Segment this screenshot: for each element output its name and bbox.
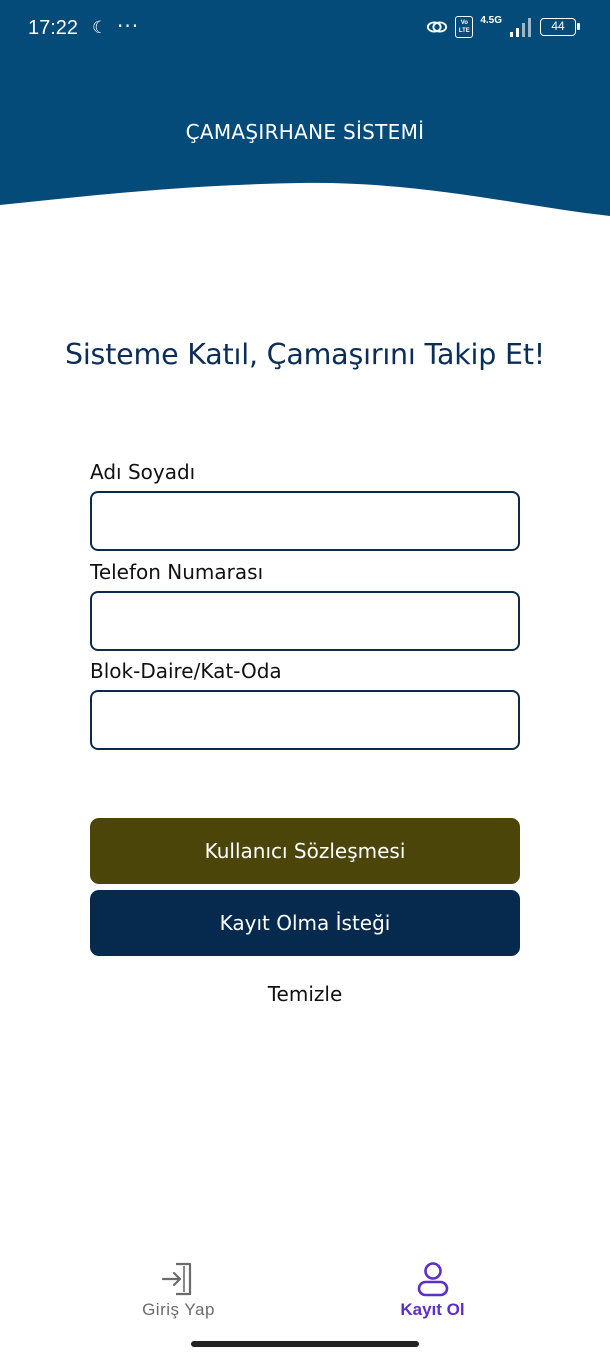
app-header bbox=[0, 56, 610, 216]
page-title: Sisteme Katıl, Çamaşırını Takip Et! bbox=[64, 338, 546, 371]
nav-item-register[interactable] bbox=[280, 1250, 585, 1330]
battery-icon bbox=[540, 18, 576, 36]
phone-label: Telefon Numarası bbox=[90, 560, 264, 584]
address-input[interactable] bbox=[90, 690, 520, 750]
nav-label-register: Kayıt Ol bbox=[400, 1300, 465, 1319]
full-name-label: Adı Soyadı bbox=[90, 460, 196, 484]
user-icon bbox=[414, 1260, 452, 1298]
phone-input[interactable] bbox=[90, 591, 520, 651]
network-type: 4.5G bbox=[480, 15, 502, 26]
header-title: ÇAMAŞIRHANE SİSTEMİ bbox=[185, 120, 425, 144]
user-agreement-button[interactable]: Kullanıcı Sözleşmesi bbox=[90, 818, 520, 884]
volte-icon: Vo LTE bbox=[455, 16, 473, 38]
hotspot-icon bbox=[426, 16, 448, 38]
status-icons bbox=[426, 16, 576, 38]
more-notifications-icon: ··· bbox=[117, 14, 140, 38]
nav-label-login: Giriş Yap bbox=[142, 1300, 215, 1319]
home-indicator[interactable] bbox=[191, 1341, 419, 1347]
battery-level: 44 bbox=[551, 19, 565, 33]
full-name-input[interactable] bbox=[90, 491, 520, 551]
clear-button[interactable]: Temizle bbox=[267, 982, 343, 1006]
signal-icon bbox=[509, 17, 533, 37]
address-label: Blok-Daire/Kat-Oda bbox=[90, 659, 282, 683]
status-bar bbox=[0, 0, 610, 56]
login-icon bbox=[160, 1260, 198, 1298]
moon-icon: ☾ bbox=[92, 18, 108, 38]
status-time: 17:22 bbox=[28, 17, 79, 39]
register-request-button[interactable]: Kayıt Olma İsteği bbox=[90, 890, 520, 956]
